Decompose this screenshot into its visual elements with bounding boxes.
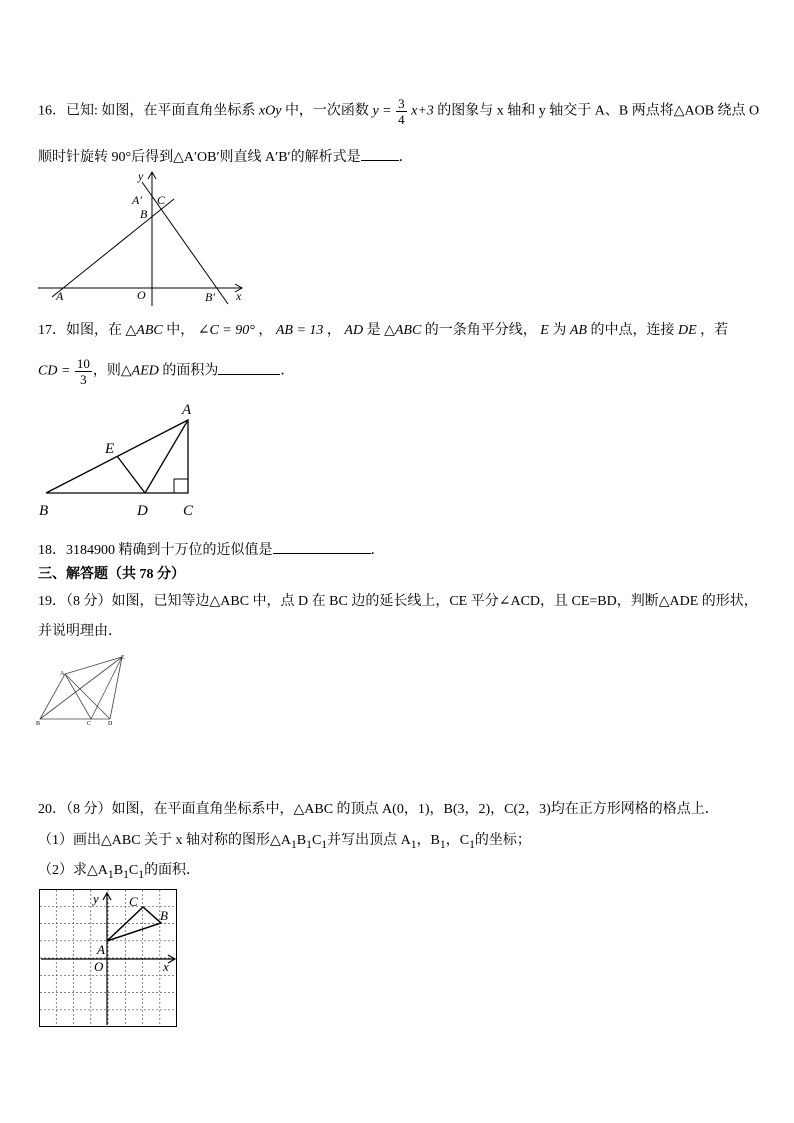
q17-label-d: D: [137, 503, 148, 519]
q16-label-c: C: [157, 193, 166, 207]
q16-frac-den: 4: [398, 112, 405, 127]
q20-p1-g: 的坐标；: [474, 833, 531, 848]
q20-sub-a1: 1: [290, 837, 297, 851]
q17-tri2: △ABC: [384, 323, 422, 338]
q20-figure: [39, 889, 179, 1029]
q16-text-prefix: 16．已知: 如图，在平面直角坐标系: [38, 103, 256, 119]
q16-text-mid: 中，一次函数: [284, 103, 369, 119]
q20-p2-a: （2）求△A: [38, 863, 108, 878]
q16-label-a-prime: A′: [132, 193, 142, 207]
q19-figure: [34, 652, 134, 727]
q20-gridlines: [40, 890, 176, 1026]
q20-p1-c: C: [311, 833, 322, 848]
q20-sub-c1b: 1: [469, 837, 475, 851]
q16-label-a: A: [56, 289, 64, 303]
q17-e: E: [540, 323, 549, 338]
q17-aed: △AED: [120, 363, 159, 379]
q17-text-prefix: 17．如图，在: [38, 323, 122, 338]
q17-text-a5: 的一条角平分线，: [424, 323, 537, 338]
q17-tri: △ABC: [125, 323, 163, 338]
q17-text-a8: ，若: [700, 323, 729, 338]
q17-ab: AB = 13: [275, 323, 324, 338]
q20-part2: [38, 861, 200, 885]
q17-label-a: A: [182, 402, 192, 418]
q20-sub-b1b: 1: [439, 837, 446, 851]
q19-label-c: C: [87, 721, 92, 727]
q17-text-a3: ，: [326, 323, 341, 338]
q17-frac-num: 10: [76, 356, 90, 371]
q17-label-e: E: [105, 441, 115, 457]
q20-p1-f: ，C: [445, 833, 470, 848]
q17-answer-blank: [218, 360, 280, 375]
q20-label-b: B: [160, 908, 168, 923]
q17-ad: AD: [344, 323, 364, 338]
q17-figure: [30, 396, 210, 521]
q20-label-c: C: [129, 894, 138, 909]
q16-after-frac: x+3: [411, 103, 434, 119]
q20-sub2-c1: 1: [138, 867, 145, 881]
q20-p1-b: B: [296, 833, 307, 848]
q20-p2-c: C: [128, 863, 139, 878]
q20-p2-b: B: [113, 863, 124, 878]
q16-xoy: xOy: [258, 103, 282, 119]
q17-de: DE: [677, 323, 697, 338]
q16-line2-text: 顺时针旋转 90°后得到△A′OB′则直线 A′B′的解析式是: [38, 150, 361, 165]
q16-line1: [38, 96, 759, 127]
q17-cd: CD =: [38, 363, 71, 379]
q16-answer-blank: [361, 146, 399, 161]
q16-text-rest: 的图象与 x 轴和 y 轴交于 A、B 两点将△AOB 绕点 O: [437, 103, 760, 119]
q19-label-a: A: [60, 671, 65, 677]
q16-line2-end: ．: [398, 150, 413, 165]
q17-text-a6: 为: [552, 323, 570, 338]
q17-frac-den: 3: [80, 372, 87, 387]
q20-label-o: O: [94, 959, 104, 974]
q17-text-b3: ．: [280, 363, 295, 379]
q20-p1-a: （1）画出△ABC 关于 x 轴对称的图形△A: [38, 833, 291, 848]
q17-text-a1: 中，: [166, 323, 195, 338]
q20-sub-a1b: 1: [410, 837, 417, 851]
q19-line2: 并说明理由．: [38, 624, 122, 639]
q18-end: ．: [370, 543, 385, 558]
q16-frac-num: 3: [398, 96, 405, 111]
q18-answer-blank: [273, 539, 371, 554]
q16-label-b: B: [140, 207, 148, 221]
q20-p2-d: 的面积．: [144, 863, 201, 878]
q17-fraction: [75, 356, 92, 387]
q20-sub-b1: 1: [306, 837, 312, 851]
q19-label-b: B: [36, 721, 41, 727]
q20-label-a: A: [97, 942, 105, 957]
q19-label-e: E: [121, 655, 125, 661]
q16-line-apbp: [142, 182, 228, 304]
q20-sub2-a1: 1: [107, 867, 114, 881]
q16-label-b-prime: B′: [205, 290, 215, 304]
q20-p1-d: 并写出顶点 A: [327, 833, 411, 848]
q17-line1: [38, 321, 728, 341]
q20-sub2-b1: 1: [123, 867, 129, 881]
q20-sub-c1: 1: [321, 837, 328, 851]
q16-fraction: [396, 96, 407, 127]
q16-y-eq: y =: [372, 103, 392, 119]
q17-angle: ∠C = 90°: [197, 323, 255, 338]
q19-line1: 19．（8 分）如图，已知等边△ABC 中，点 D 在 BC 边的延长线上，CE 平分∠ACD，且 CE=BD，判断△ADE 的形状，: [38, 594, 758, 609]
q18-text: 18．3184900 精确到十万位的近似值是: [38, 543, 273, 558]
q16-line-ab: [52, 199, 174, 297]
q17-label-b: B: [39, 503, 49, 519]
q20-label-y: y: [93, 891, 99, 906]
q20-line1: 20．（8 分）如图，在平面直角坐标系中，△ABC 的顶点 A(0，1)，B(3，2)，C(2，3)均在正方形网格的格点上．: [38, 802, 719, 817]
q16-label-o: O: [137, 288, 146, 302]
q17-text-b1: ，则: [92, 363, 121, 379]
q17-text-a2: ，: [258, 323, 273, 338]
q20-part1: [38, 831, 531, 855]
q20-label-x: x: [163, 959, 169, 974]
q17-label-c: C: [183, 503, 194, 519]
q17-text-a7: 的中点，连接: [590, 323, 678, 338]
q17-text-a4: 是: [366, 323, 381, 338]
q20-triangle-abc: [107, 907, 161, 941]
q16-label-x: x: [236, 289, 242, 303]
q17-text-b2: 的面积为: [158, 363, 219, 379]
q20-p1-e: ，B: [416, 833, 440, 848]
q17-line2: [38, 356, 294, 387]
q19-label-d: D: [108, 721, 113, 727]
q17-ab2: AB: [569, 323, 587, 338]
q16-line2: [38, 146, 413, 168]
section3-title: 三、解答题（共 78 分）: [38, 567, 185, 582]
q18-line: [38, 539, 385, 561]
q16-figure: [30, 166, 260, 308]
q16-label-y: y: [138, 169, 144, 183]
